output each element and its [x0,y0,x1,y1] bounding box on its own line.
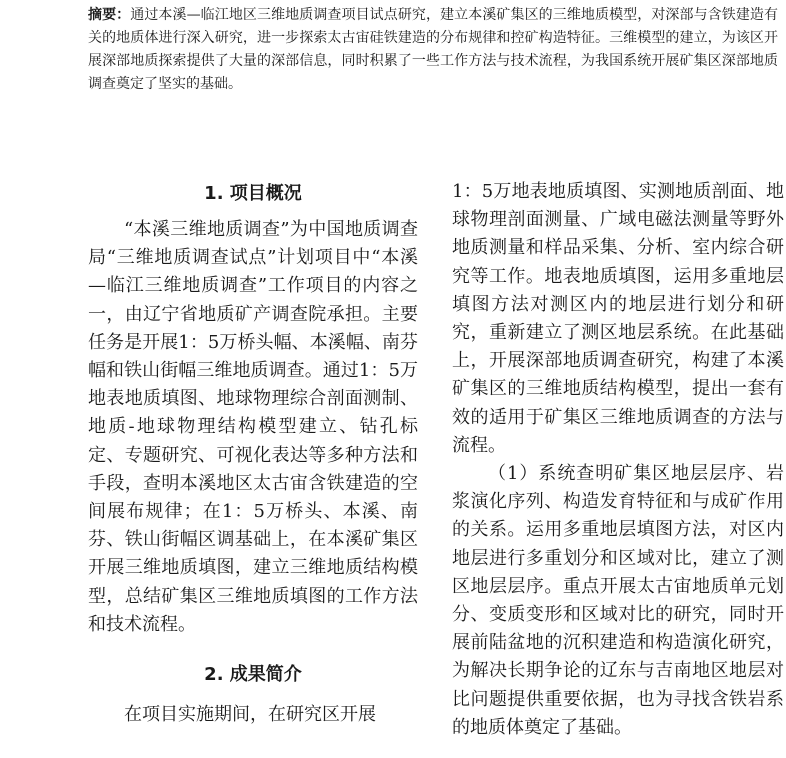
section1-paragraph: “本溪三维地质调查”为中国地质调查局“三维地质调查试点”计划项目中“本溪—临江三维地质调查”工作项目的内容之一，由辽宁省地质矿产调查院承担。主要任务是开展1：5万桥头幅、本溪幅、南芬幅和铁山街幅三维地质调查。通过1：5万地表地质填图、地球物理综合剖面测制、地质-地球物理结构模型建立、钻孔标定、专题研究、可视化表达等多种方法和手段，查明本溪地区太古宙含铁建造的空间展布规律；在1：5万桥头、本溪、南芬、铁山街幅区调基础上，在本溪矿集区开展三维地质填图，建立三维地质结构模型，总结矿集区三维地质填图的工作方法和技术流程。 [88,219,418,635]
section2-paragraph-continued: 1：5万地表地质填图、实测地质剖面、地球物理剖面测量、广域电磁法测量等野外地质测量和样品采集、分析、室内综合研究等工作。地表地质填图，运用多重地层填图方法对测区内的地层进行划分和研究，重新建立了测区地层系统。在此基础上，开展深部地质调查研究，构建了本溪矿集区的三维地质结构模型，提出一套有效的适用于矿集区三维地质调查的方法与流程。 [452,181,784,456]
abstract [88,4,778,96]
section2-heading: 2. 成果简介 [204,664,302,686]
abstract-text: 通过本溪—临江地区三维地质调查项目试点研究，建立本溪矿集区的三维地质模型，对深部与含铁建造有关的地质体进行深入研究，进一步探索太古宙硅铁建造的分布规律和控矿构造特征。三维模型的建立，为该区开展深部地质探索提供了大量的深部信息，同时积累了一些工作方法与技术流程，为我国系统开展矿集区深部地质调查奠定了坚实的基础。 [88,7,778,92]
left-column [88,172,418,729]
right-column [452,178,784,742]
section2-paragraph-start: 在项目实施期间，在研究区开展 [124,704,376,726]
result-item-1-paragraph: （1）系统查明矿集区地层层序、岩浆演化序列、构造发育特征和与成矿作用的关系。运用多重地层填图方法，对区内地层进行多重划分和区域对比，建立了测区地层层序。重点开展太古宙地质单元划分、变质变形和区域对比的研究，同时开展前陆盆地的沉积建造和构造演化研究，为解决长期争论的辽东与吉南地区地层对比问题提供重要依据，也为寻找含铁岩系的地质体奠定了基础。 [452,463,784,738]
abstract-label: 摘要： [88,7,131,23]
section1-heading: 1. 项目概况 [204,183,302,204]
